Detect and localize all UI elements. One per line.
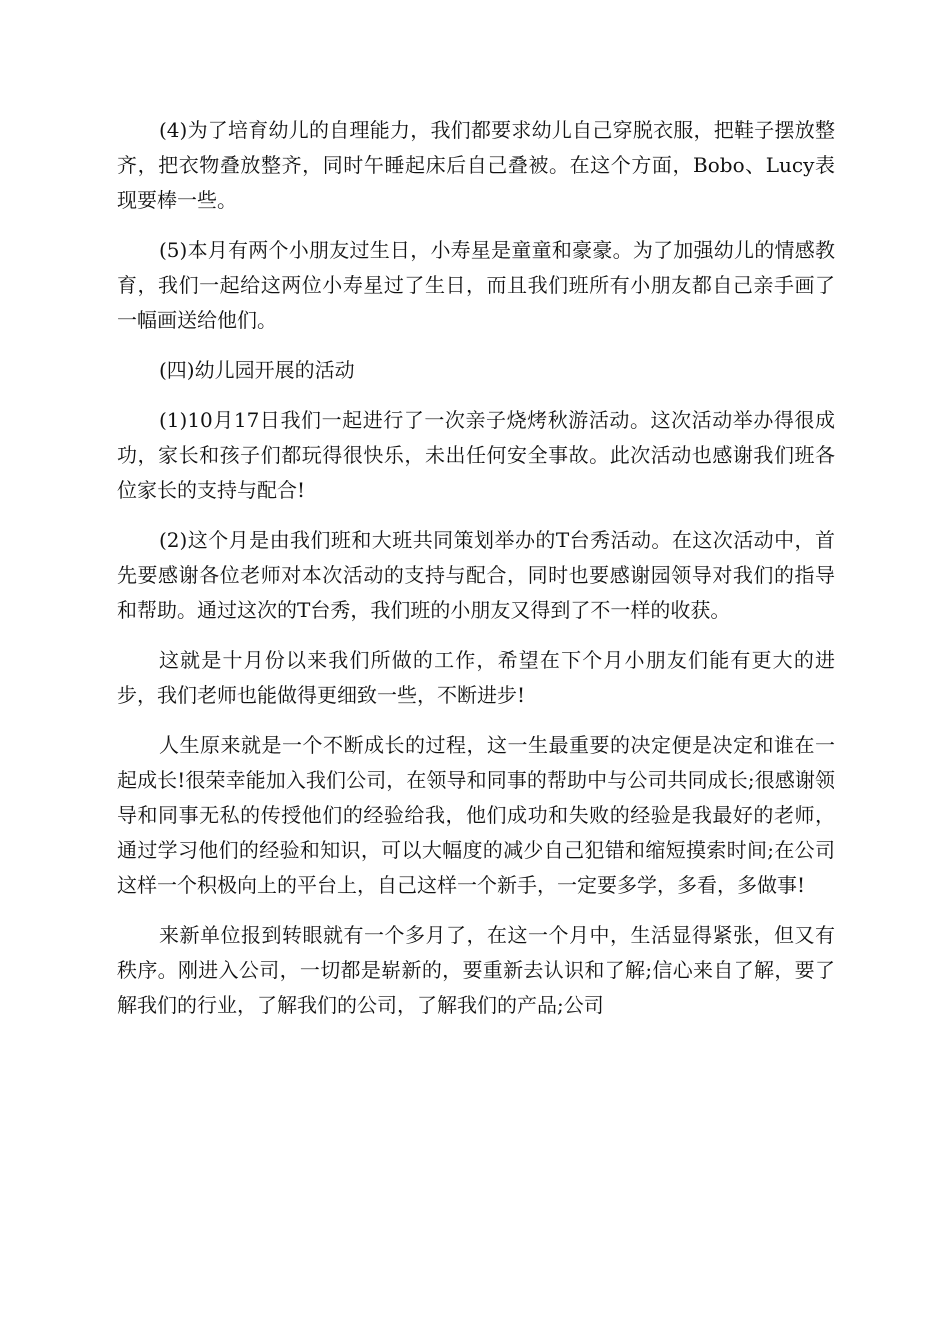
paragraph-t-stage-show: (2)这个月是由我们班和大班共同策划举办的T台秀活动。在这次活动中，首先要感谢各位老师对本次活动的支持与配合，同时也要感谢园领导对我们的指导和帮助。通过这次的T台秀，我们班的小朋友又得到了不一样的收获。 [117,528,835,622]
paragraph-october-summary: 这就是十月份以来我们所做的工作，希望在下个月小朋友们能有更大的进步，我们老师也能做得更细致一些，不断进步! [117,648,835,707]
paragraph-new-job: 来新单位报到转眼就有一个多月了，在这一个月中，生活显得紧张，但又有秩序。刚进入公司，一切都是崭新的，要重新去认识和了解;信心来自了解，要了解我们的行业，了解我们的公司，了解我们的产品;公司 [117,923,835,1017]
document-page [117,113,835,1038]
paragraph-bbq-outing: (1)10月17日我们一起进行了一次亲子烧烤秋游活动。这次活动举办得很成功，家长和孩子们都玩得很快乐，未出任何安全事故。此次活动也感谢我们班各位家长的支持与配合! [117,408,835,502]
section-heading-activities: (四)幼儿园开展的活动 [159,358,355,382]
paragraph-birthdays: (5)本月有两个小朋友过生日，小寿星是童童和豪豪。为了加强幼儿的情感教育，我们一起给这两位小寿星过了生日，而且我们班所有小朋友都自己亲手画了一幅画送给他们。 [117,238,835,332]
paragraph-growing-together: 人生原来就是一个不断成长的过程，这一生最重要的决定便是决定和谁在一起成长!很荣幸能加入我们公司，在领导和同事的帮助中与公司共同成长;很感谢领导和同事无私的传授他们的经验给我，他们成功和失败的经验是我最好的老师，通过学习他们的经验和知识，可以大幅度的减少自己犯错和缩短摸索时间;在公司这样一个积极向上的平台上，自己这样一个新手，一定要多学，多看，多做事! [117,733,835,897]
paragraph-self-care: (4)为了培育幼儿的自理能力，我们都要求幼儿自己穿脱衣服，把鞋子摆放整齐，把衣物叠放整齐，同时午睡起床后自己叠被。在这个方面，Bobo、Lucy表现要棒一些。 [117,118,835,212]
